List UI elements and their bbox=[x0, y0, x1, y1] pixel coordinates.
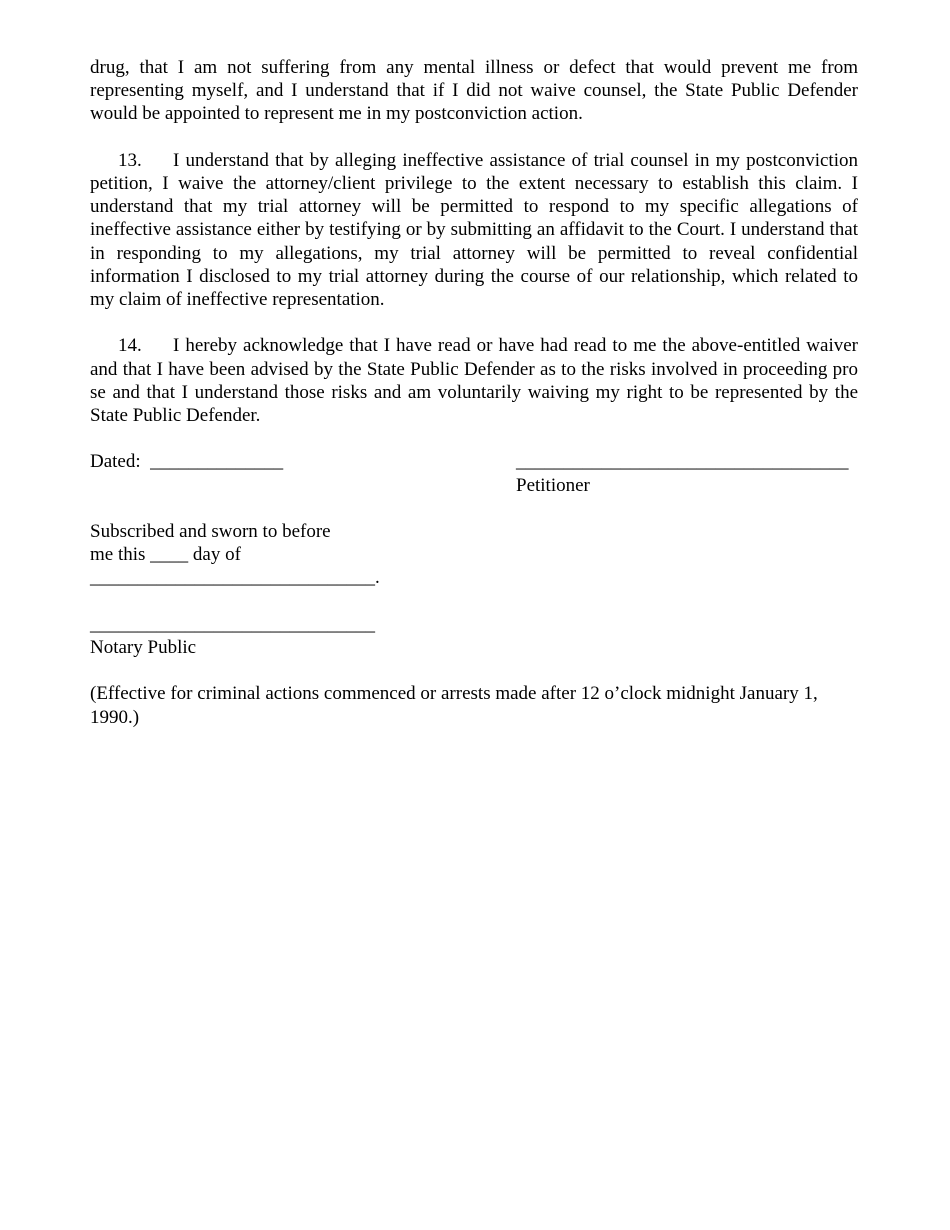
dated-field: Dated: ______________ bbox=[90, 451, 284, 473]
paragraph-13-text: I understand that by alleging ineffective assistance of trial counsel in my postconviction petition, I waive the attorney/client privilege to the extent necessary to establish this claim. I understand that my trial attorney will be permitted to respond to my specific allegations of ineffective assistance either by testifying or by submitting an affidavit to the Court. I understand that in responding to my allegations, my trial attorney will be permitted to reveal confidential information I disclosed to my trial attorney during the course of our relationship, which related to my claim of ineffective representation. bbox=[90, 149, 858, 311]
spacer bbox=[90, 659, 858, 682]
notary-line-1: Subscribed and sworn to before bbox=[90, 520, 331, 542]
spacer bbox=[90, 497, 858, 520]
spacer bbox=[90, 311, 858, 334]
petitioner-signature-line: ___________________________________ bbox=[516, 451, 849, 473]
notary-block bbox=[90, 520, 858, 659]
notary-public-label: Notary Public bbox=[90, 636, 197, 658]
paragraph-14 bbox=[90, 334, 858, 427]
paragraph-14-number: 14. bbox=[118, 335, 142, 357]
petitioner-label: Petitioner bbox=[516, 474, 590, 496]
paragraph-14-text: I hereby acknowledge that I have read or have had read to me the above-entitled waiver and that I have been advised by the State Public Defender as to the risks involved in proceeding pro se and that I understand those risks and am voluntarily waiving my right to be represented by the State Public Defender. bbox=[90, 335, 858, 427]
notary-signature-line: ______________________________ bbox=[90, 613, 375, 635]
effective-note: (Effective for criminal actions commenced or arrests made after 12 o’clock midnight January 1, 1990.) bbox=[90, 683, 818, 728]
paragraph-continued: drug, that I am not suffering from any mental illness or defect that would prevent me from representing myself, and I understand that if I did not waive counsel, the State Public Defender would be appointed to represent me in my postconviction action. bbox=[90, 57, 858, 125]
notary-line-2: me this ____ day of bbox=[90, 544, 241, 566]
spacer bbox=[90, 590, 858, 613]
paragraph-13-number: 13. bbox=[118, 149, 142, 171]
notary-line-3: ______________________________. bbox=[90, 567, 380, 589]
spacer bbox=[90, 126, 858, 149]
spacer bbox=[90, 427, 858, 450]
paragraph-13 bbox=[90, 149, 858, 311]
signature-block bbox=[90, 450, 858, 496]
document-page bbox=[90, 56, 858, 729]
